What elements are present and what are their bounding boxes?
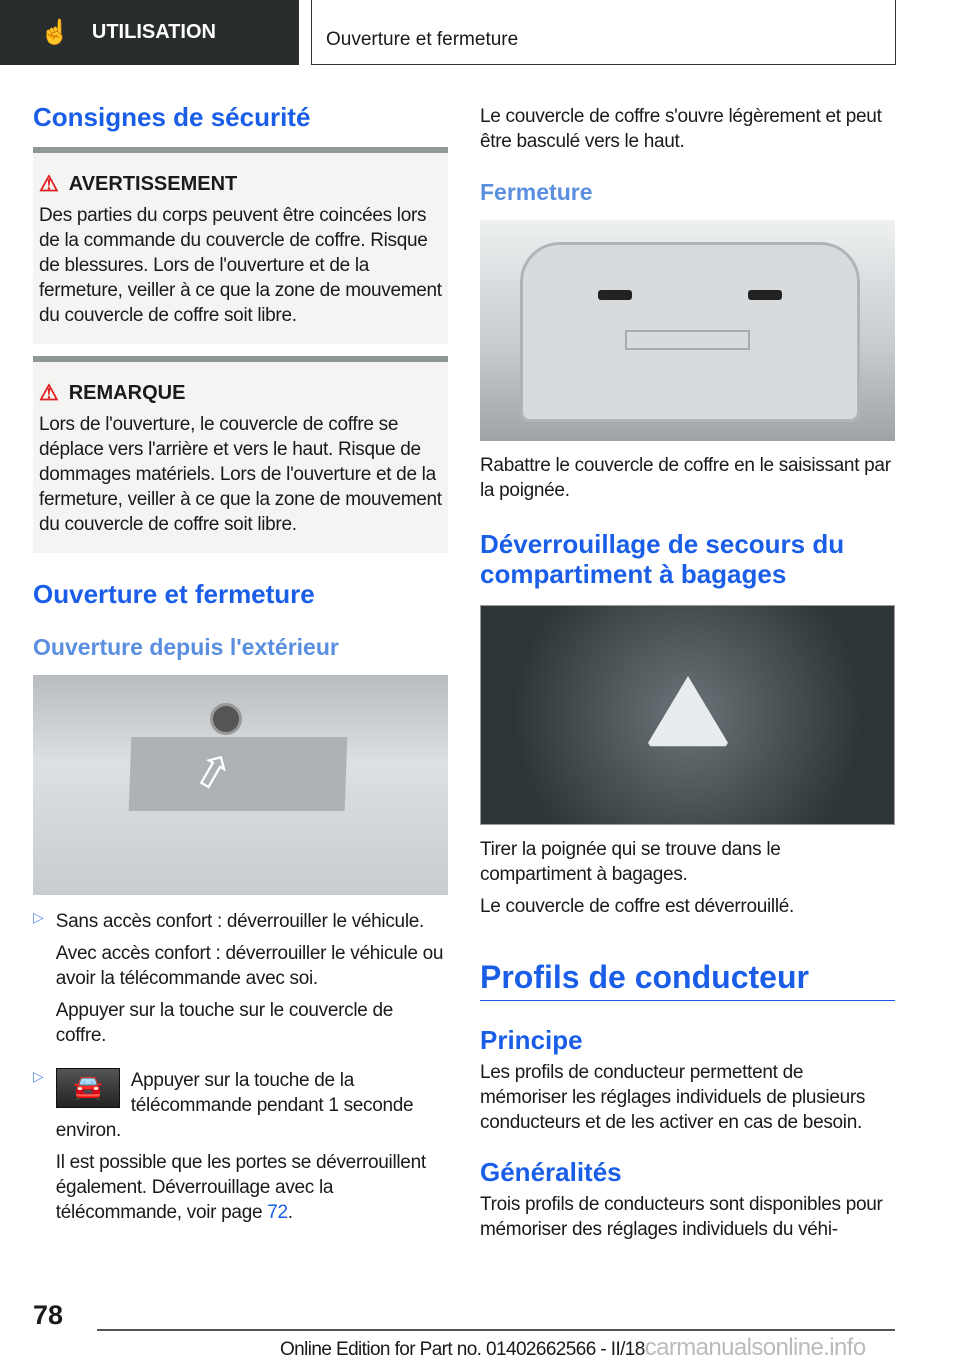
warning-icon: ⚠ — [39, 171, 59, 196]
heading-open-close: Ouverture et fermeture — [33, 579, 315, 609]
note-text: Lors de l'ouverture, le couvercle de coffre se déplace vers l'arrière et vers le haut. Risque de dommages matériels. Lors de l'ouverture et de la fermeture, veiller à ce que la zone de mouvement du couvercle de coffre soit libre. — [39, 414, 442, 535]
heading-principle: Principe — [480, 1025, 583, 1055]
arrow-up-icon: ⇧ — [182, 739, 242, 805]
list-item — [33, 909, 448, 1048]
hand-pointer-icon: ☝ — [40, 19, 70, 46]
page-number: 78 — [33, 1300, 64, 1330]
footer-edition — [280, 1334, 866, 1362]
page-link[interactable]: 72 — [267, 1202, 288, 1223]
warning-title: AVERTISSEMENT — [68, 172, 238, 195]
heading-emergency-release: Déverrouillage de secours du compartiment à bagages — [480, 529, 845, 589]
list-text: Appuyer sur la touche sur le couvercle de coffre. — [55, 1000, 394, 1046]
list-text: Il est possible que les portes se déverrouillent également. Déverrouillage avec la télécommande, voir page — [55, 1152, 426, 1223]
list-text: Avec accès confort : déverrouiller le véhicule ou avoir la télécommande avec soi. — [55, 943, 444, 989]
paragraph: Le couvercle de coffre est déverrouillé. — [480, 896, 794, 917]
heading-safety: Consignes de sécurité — [33, 102, 311, 132]
footer-rule — [97, 1329, 895, 1331]
heading-driver-profiles: Profils de conducteur — [480, 959, 895, 1001]
note-box — [33, 356, 448, 553]
heading-close: Fermeture — [480, 179, 593, 205]
handle-right — [748, 290, 782, 300]
list-item — [33, 1068, 448, 1225]
edition-text: Online Edition for Part no. 01402662566 - II/18 — [280, 1339, 645, 1360]
left-column — [33, 102, 448, 1225]
chapter-title: Ouverture et fermeture — [311, 0, 896, 65]
trunk-lid-image — [33, 675, 448, 895]
section-header — [0, 0, 299, 65]
warning-box — [33, 147, 448, 344]
list-text: Appuyer sur la touche de la télécommande pendant 1 seconde environ. — [55, 1070, 414, 1141]
bmw-logo — [210, 703, 242, 735]
handle-left — [598, 290, 632, 300]
license-plate-area — [129, 737, 348, 811]
car-trunk-button-icon: 🚘 — [56, 1068, 120, 1108]
trunk-latch — [625, 330, 750, 350]
paragraph: Les profils de conducteur permettent de mémoriser les réglages individuels de plusieurs conducteurs et de les activer en cas de besoin. — [480, 1062, 866, 1133]
emergency-release-image — [480, 605, 895, 825]
heading-outside: Ouverture depuis l'extérieur — [33, 634, 339, 660]
right-column — [480, 104, 895, 1242]
warning-text: Des parties du corps peuvent être coincées lors de la commande du couvercle de coffre. Risque de blessures. Lors de l'ouverture et de la fermeture, veiller à ce que la zone de mouvement du couvercle de coffre soit libre. — [39, 205, 442, 326]
section-title: UTILISATION — [91, 21, 216, 43]
emergency-handle-icon — [646, 676, 730, 754]
paragraph: Le couvercle de coffre s'ouvre légèrement et peut être basculé vers le haut. — [480, 106, 882, 152]
note-title: REMARQUE — [68, 381, 186, 404]
heading-general: Généralités — [480, 1157, 622, 1187]
paragraph: Trois profils de conducteurs sont disponibles pour mémoriser des réglages individuels du véhi- — [480, 1194, 883, 1240]
bullet-triangle-icon: ▷ — [33, 1068, 44, 1084]
bullet-triangle-icon: ▷ — [33, 909, 44, 925]
paragraph: Rabattre le couvercle de coffre en le saisissant par la poignée. — [480, 455, 891, 501]
warning-icon: ⚠ — [39, 380, 59, 405]
open-trunk-image — [480, 220, 895, 441]
punctuation: . — [287, 1202, 293, 1223]
watermark: carmanualsonline.info — [644, 1334, 866, 1361]
list-text: Sans accès confort : déverrouiller le véhicule. — [55, 911, 424, 932]
paragraph: Tirer la poignée qui se trouve dans le compartiment à bagages. — [480, 839, 781, 885]
